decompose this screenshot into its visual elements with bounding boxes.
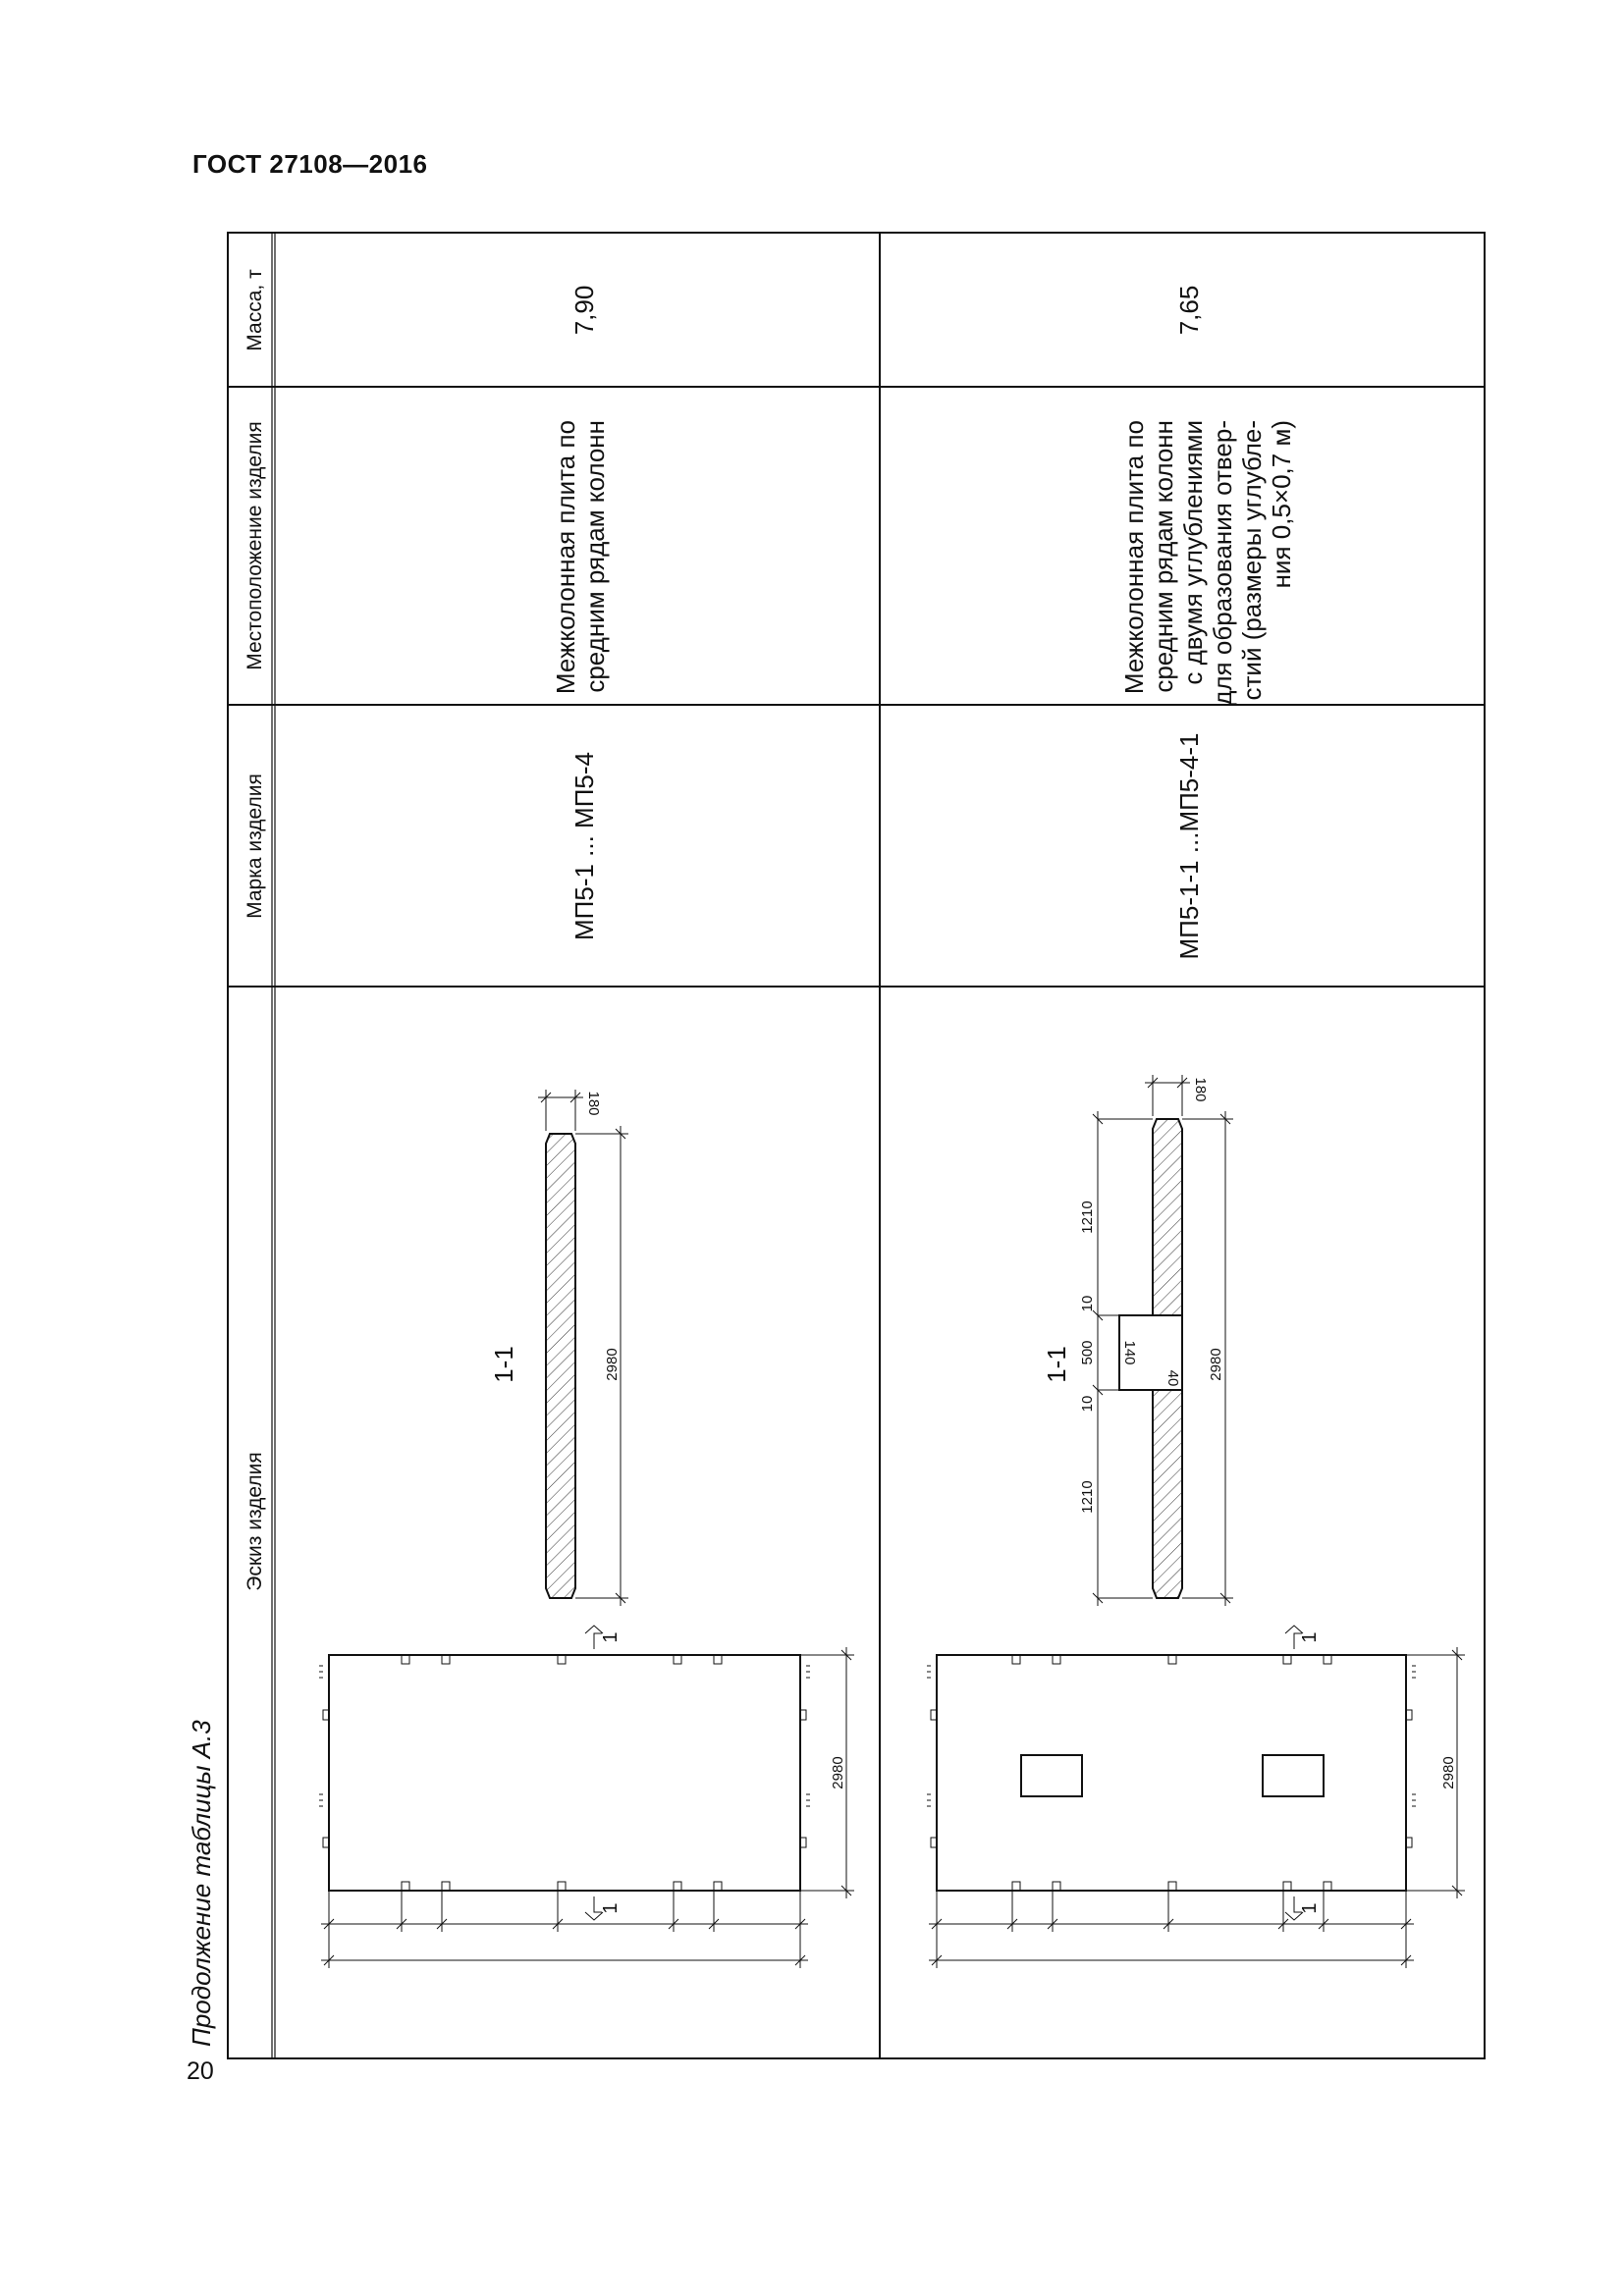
dimension-label: 1210 (1079, 1201, 1096, 1234)
table-frame (228, 233, 1485, 2058)
column-header-mass: Масса, т (244, 269, 266, 351)
dimension-label: 180 (1192, 1077, 1209, 1102)
column-header-sketch: Эскиз изделия (244, 1452, 266, 1591)
location-line: средним рядам колонн (1149, 420, 1178, 693)
column-header-location: Местоположение изделия (244, 421, 266, 670)
cut-mark-label: 1 (600, 1631, 622, 1643)
cut-mark-label: 1 (1299, 1631, 1321, 1643)
mass-value: 7,90 (569, 285, 599, 336)
location-line: Межколонная плита по (551, 420, 580, 695)
cut-mark-label: 1 (1299, 1902, 1321, 1914)
dimension-label: 180 (585, 1091, 602, 1116)
location-line: Межколонная плита по (1119, 420, 1149, 695)
location-line: стий (размеры углубле- (1237, 420, 1267, 701)
dimension-label: 2980 (1440, 1756, 1457, 1789)
cut-mark-label: 1 (600, 1902, 622, 1914)
dimension-label: 40 (1164, 1369, 1181, 1387)
column-headers (244, 269, 266, 1591)
dimension-label: 2980 (604, 1348, 621, 1381)
dimension-label: 1210 (1079, 1480, 1096, 1514)
page-number: 20 (187, 2057, 214, 2085)
mass-value: 7,65 (1174, 285, 1204, 336)
product-mark: МП5-1-1 ...МП5-4-1 (1174, 732, 1204, 960)
dimension-label: 10 (1079, 1295, 1096, 1312)
dimension-label: 2980 (1208, 1348, 1224, 1381)
table-continuation-caption: Продолжение таблицы А.3 (187, 1720, 216, 2047)
sketch-1-plan-labels (600, 348, 1624, 1913)
sketch-1-plan (319, 1626, 854, 1968)
column-header-mark: Марка изделия (244, 774, 266, 919)
product-mark: МП5-1 ... МП5-4 (569, 752, 599, 940)
sketch-2-plan (927, 1626, 1465, 1968)
sketch-2-plan-labels (1299, 0, 1624, 1914)
dimension-label: 500 (1079, 1340, 1096, 1365)
dimension-label: 10 (1079, 1395, 1096, 1413)
dimension-label: 140 (1121, 1340, 1138, 1365)
location-line: с двумя углублениями (1178, 420, 1208, 685)
table-row-1 (551, 286, 610, 940)
document-code: ГОСТ 27108—2016 (192, 149, 428, 179)
dimension-label: 2980 (830, 1756, 846, 1789)
sketch-1-section (489, 1090, 628, 1606)
location-line: ния 0,5×0,7 м) (1267, 420, 1296, 589)
location-line: для образования отвер- (1208, 420, 1237, 706)
section-title: 1-1 (1042, 1346, 1071, 1383)
location-line: средним рядам колонн (580, 420, 610, 693)
section-title: 1-1 (489, 1346, 518, 1383)
